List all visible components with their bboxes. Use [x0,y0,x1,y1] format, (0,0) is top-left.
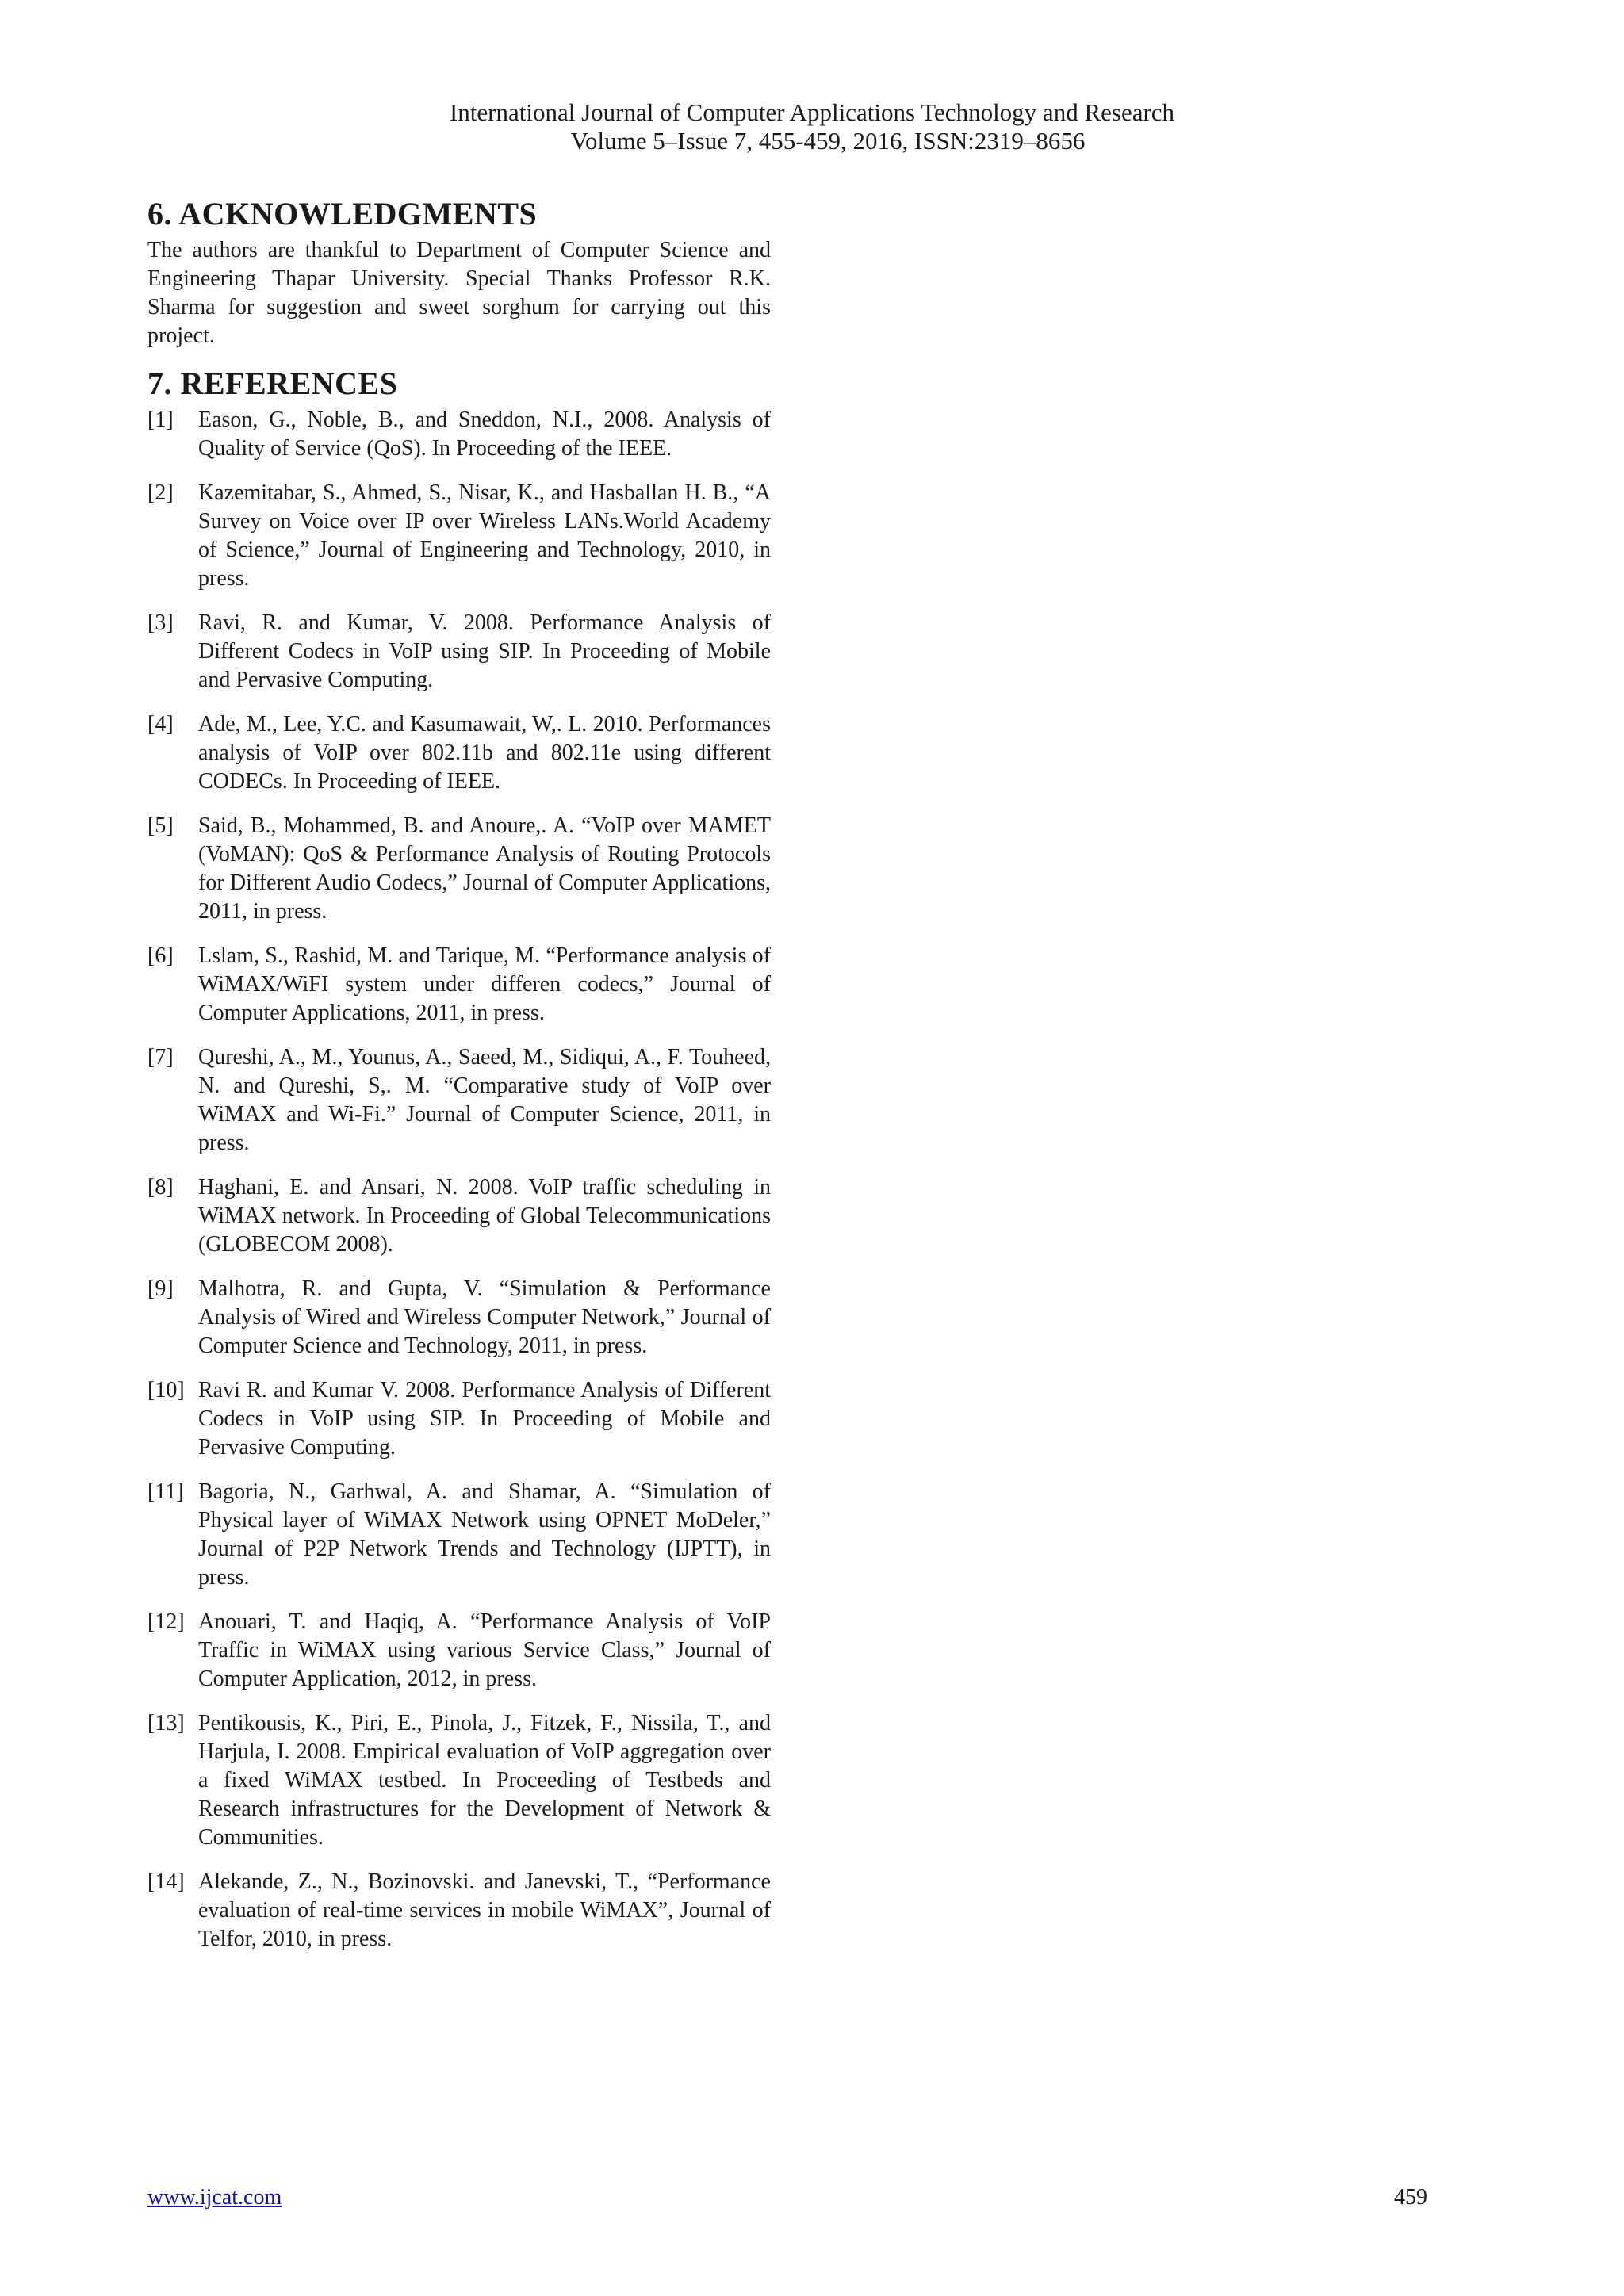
reference-number: [14] [147,1869,185,1894]
reference-item [147,710,771,796]
reference-item [147,1868,771,1954]
ack-heading: 6. ACKNOWLEDGMENTS [147,196,538,232]
reference-item [147,406,771,463]
reference-list [147,406,771,1954]
reference-item [147,1043,771,1158]
journal-header [0,98,1624,155]
reference-item [147,1376,771,1462]
reference-number: [7] [147,1045,174,1070]
page-number: 459 [1394,2185,1427,2210]
reference-text: Pentikousis, K., Piri, E., Pinola, J., Fitzek, F., Nissila, T., and Harjula, I. 2008. Empirical evaluation of VoIP aggregation over a fixed WiMAX testbed. In Proceeding of Testbeds and Research infrastructures for the Development of Network & Communities. [198,1711,771,1850]
reference-item [147,479,771,593]
reference-text: Lslam, S., Rashid, M. and Tarique, M. “Performance analysis of WiMAX/WiFI system under differen codecs,” Journal of Computer Applications, 2011, in press. [198,943,771,1025]
reference-text: Malhotra, R. and Gupta, V. “Simulation & Performance Analysis of Wired and Wireless Computer Network,” Journal of Computer Science and Technology, 2011, in press. [198,1276,771,1358]
reference-text: Kazemitabar, S., Ahmed, S., Nisar, K., and Hasballan H. B., “A Survey on Voice over IP over Wireless LANs.World Academy of Science,” Journal of Engineering and Technology, 2010, in press. [198,480,771,591]
reference-text: Eason, G., Noble, B., and Sneddon, N.I., 2008. Analysis of Quality of Service (QoS). In Proceeding of the IEEE. [198,408,771,461]
reference-text: Ravi R. and Kumar V. 2008. Performance Analysis of Different Codecs in VoIP using SIP. In Proceeding of Mobile and Pervasive Computing. [198,1378,771,1460]
reference-number: [4] [147,712,174,737]
reference-item [147,1709,771,1852]
reference-number: [10] [147,1378,185,1402]
reference-number: [13] [147,1711,185,1735]
reference-text: Haghani, E. and Ansari, N. 2008. VoIP traffic scheduling in WiMAX network. In Proceeding of Global Telecommunications (GLOBECOM 2008). [198,1175,771,1257]
reference-item [147,1478,771,1592]
reference-number: [11] [147,1479,184,1504]
reference-item [147,1275,771,1360]
reference-text: Bagoria, N., Garhwal, A. and Shamar, A. “Simulation of Physical layer of WiMAX Network using OPNET MoDeler,” Journal of P2P Network Trends and Technology (IJPTT), in press. [198,1479,771,1590]
reference-text: Qureshi, A., M., Younus, A., Saeed, M., Sidiqui, A., F. Touheed, N. and Qureshi, S,. M. “Comparative study of VoIP over WiMAX and Wi-Fi.” Journal of Computer Science, 2011, in press. [198,1045,771,1155]
journal-volume: Volume 5–Issue 7, 455-459, 2016, ISSN:2319–8656 [570,127,1086,155]
reference-item [147,1608,771,1693]
reference-number: [1] [147,408,174,432]
reference-item [147,812,771,926]
left-column [147,197,771,1969]
references-heading: 7. REFERENCES [147,365,398,401]
reference-text: Anouari, T. and Haqiq, A. “Performance Analysis of VoIP Traffic in WiMAX using various Service Class,” Journal of Computer Application, 2012, in press. [198,1609,771,1691]
reference-text: Said, B., Mohammed, B. and Anoure,. A. “VoIP over MAMET (VoMAN): QoS & Performance Analysis of Routing Protocols for Different Audio Codecs,” Journal of Computer Applications, 2011, in press. [198,813,771,924]
reference-number: [2] [147,480,174,505]
reference-text: Ade, M., Lee, Y.C. and Kasumawait, W,. L. 2010. Performances analysis of VoIP over 802.11b and 802.11e using different CODECs. In Proceeding of IEEE. [198,712,771,794]
journal-title: International Journal of Computer Applications Technology and Research [449,98,1175,126]
reference-text: Ravi, R. and Kumar, V. 2008. Performance Analysis of Different Codecs in VoIP using SIP. In Proceeding of Mobile and Pervasive Computing. [198,610,771,692]
reference-number: [9] [147,1276,174,1301]
reference-number: [3] [147,610,174,635]
journal-website-link[interactable]: www.ijcat.com [147,2185,282,2210]
reference-item [147,942,771,1027]
reference-item [147,609,771,695]
reference-text: Alekande, Z., N., Bozinovski. and Janevski, T., “Performance evaluation of real-time services in mobile WiMAX”, Journal of Telfor, 2010, in press. [198,1869,771,1951]
reference-number: [8] [147,1175,174,1200]
ack-text: The authors are thankful to Department of Computer Science and Engineering Thapar University. Special Thanks Professor R.K. Sharma for suggestion and sweet sorghum for carrying out this project. [147,238,771,348]
reference-number: [6] [147,943,174,968]
reference-number: [5] [147,813,174,838]
reference-number: [12] [147,1609,185,1634]
reference-item [147,1173,771,1259]
